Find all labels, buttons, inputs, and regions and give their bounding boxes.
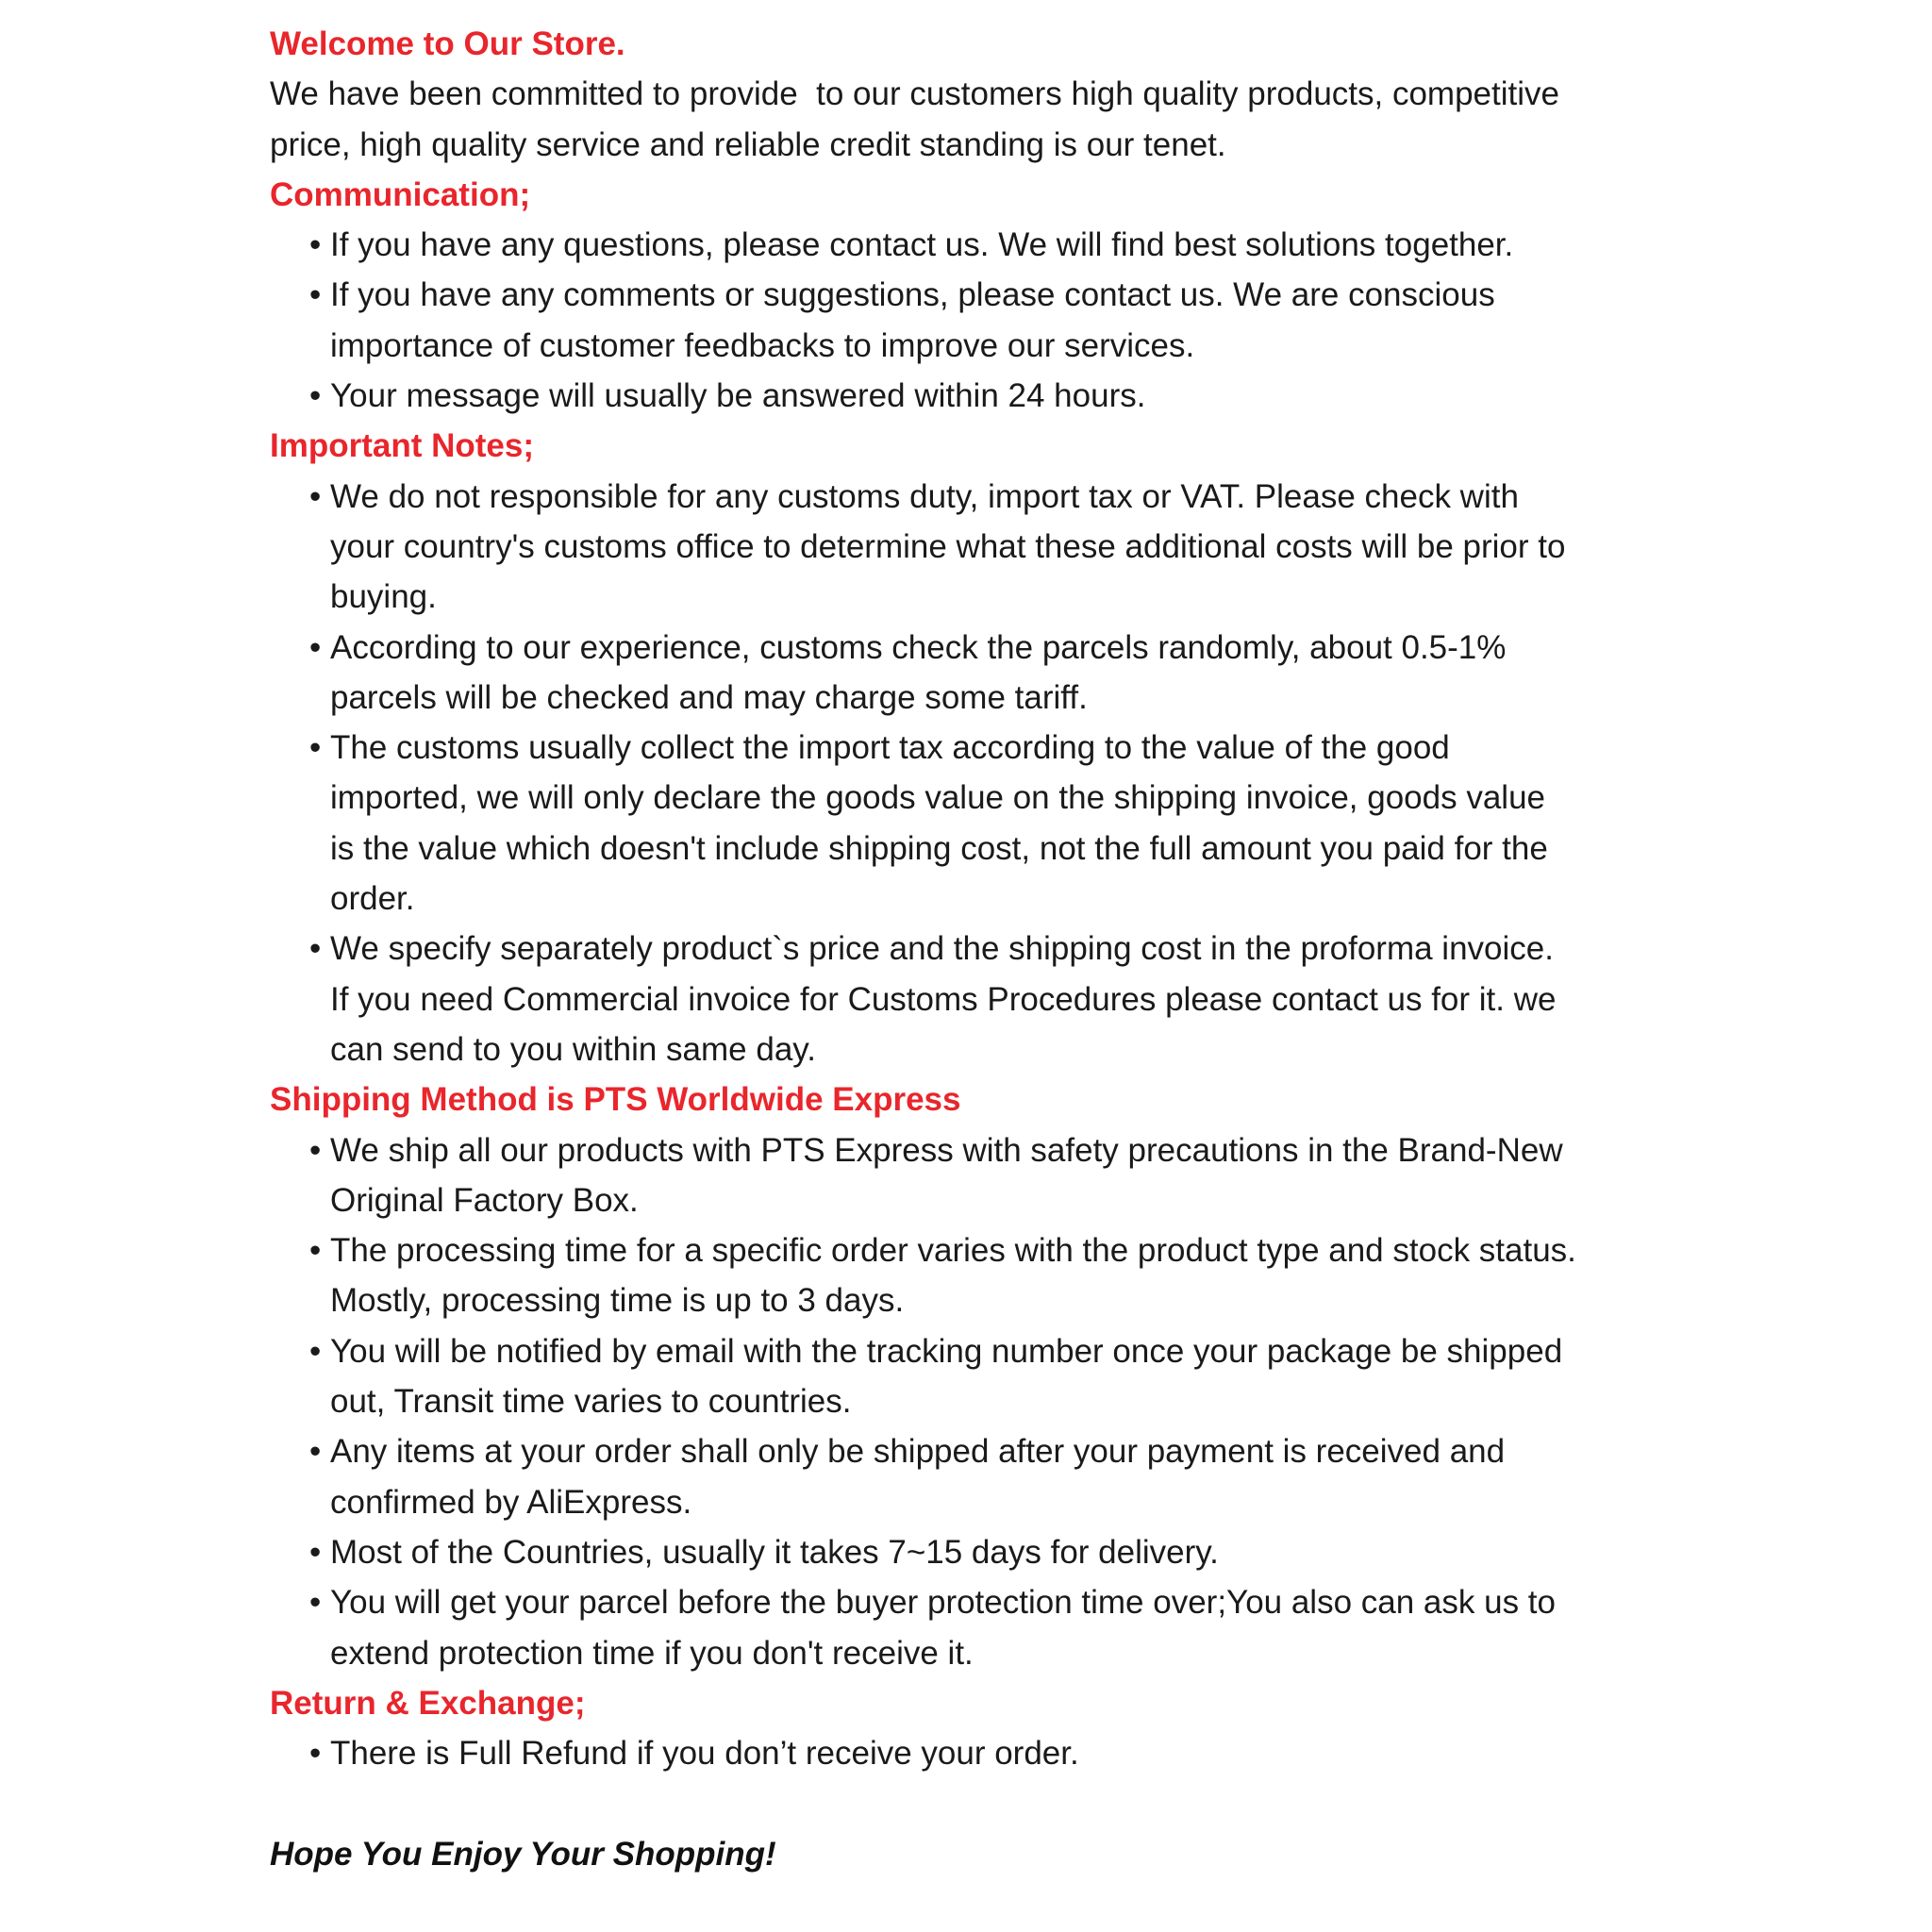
bullet-line	[270, 1728, 1741, 1778]
bullet-text: can send to you within same day.	[330, 1030, 816, 1068]
bullet-icon: •	[309, 377, 322, 415]
bullet-item	[270, 623, 1741, 724]
section-heading: Welcome to Our Store.	[270, 25, 625, 62]
bullet-line	[270, 673, 1741, 723]
bullet-text: imported, we will only declare the goods value on the shipping invoice, goods value	[330, 779, 1546, 817]
bullet-line	[270, 924, 1741, 974]
bullet-text: If you have any questions, please contact us. We will find best solutions together.	[330, 226, 1514, 264]
bullet-icon: •	[309, 226, 322, 264]
bullet-item	[270, 1326, 1741, 1427]
bullet-line	[270, 974, 1741, 1024]
bullet-text: You will be notified by email with the tracking number once your package be shipped	[330, 1332, 1563, 1370]
section	[270, 1074, 1741, 1678]
bullet-item	[270, 1728, 1741, 1778]
bullet-text: is the value which doesn't include shipping cost, not the full amount you paid for the	[330, 829, 1548, 867]
section	[270, 421, 1741, 1074]
bullet-line	[270, 773, 1741, 823]
bullet-line	[270, 1175, 1741, 1225]
bullet-text: You will get your parcel before the buyer protection time over;You also can ask us to	[330, 1584, 1556, 1622]
bullet-text: order.	[330, 880, 415, 918]
bullet-line	[270, 472, 1741, 522]
bullet-icon: •	[309, 628, 322, 666]
bullet-item	[270, 1527, 1741, 1577]
bullet-text: We do not responsible for any customs duty, import tax or VAT. Please check with	[330, 477, 1519, 515]
bullet-text: Original Factory Box.	[330, 1181, 639, 1219]
section-heading: Communication;	[270, 175, 531, 213]
bullet-icon: •	[309, 1131, 322, 1169]
bullet-icon: •	[309, 930, 322, 968]
bullet-item	[270, 270, 1741, 371]
bullet-icon: •	[309, 477, 322, 515]
bullet-text: your country's customs office to determine what these additional costs will be prior to	[330, 527, 1566, 565]
section-heading: Return & Exchange;	[270, 1684, 586, 1722]
bullet-text: Most of the Countries, usually it takes 7~15 days for delivery.	[330, 1533, 1219, 1571]
bullet-text: Your message will usually be answered within 24 hours.	[330, 377, 1146, 415]
bullet-line	[270, 1125, 1741, 1175]
bullet-text: According to our experience, customs check the parcels randomly, about 0.5-1%	[330, 628, 1507, 666]
bullet-line	[270, 1225, 1741, 1275]
bullet-text: out, Transit time varies to countries.	[330, 1383, 852, 1421]
bullet-icon: •	[309, 276, 322, 314]
bullet-text: importance of customer feedbacks to improve our services.	[330, 326, 1195, 364]
bullet-text: If you need Commercial invoice for Customs Procedures please contact us for it. we	[330, 980, 1557, 1018]
bullet-text: The processing time for a specific order varies with the product type and stock status.	[330, 1232, 1576, 1270]
bullet-line	[270, 321, 1741, 371]
bullet-line	[270, 874, 1741, 924]
bullet-text: Mostly, processing time is up to 3 days.	[330, 1282, 905, 1320]
bullet-line	[270, 1426, 1741, 1476]
bullet-item	[270, 1225, 1741, 1326]
bullet-line	[270, 824, 1741, 874]
bullet-line	[270, 723, 1741, 773]
bullet-text: There is Full Refund if you don’t receive your order.	[330, 1735, 1079, 1773]
section	[270, 170, 1741, 421]
section-heading: Important Notes;	[270, 427, 534, 465]
store-policy-document	[270, 19, 1741, 1879]
intro-line: price, high quality service and reliable credit standing is our tenet.	[270, 125, 1226, 163]
bullet-text: Any items at your order shall only be shipped after your payment is received and	[330, 1433, 1506, 1471]
bullet-icon: •	[309, 1433, 322, 1471]
spacer	[270, 1778, 1741, 1828]
bullet-text: The customs usually collect the import tax according to the value of the good	[330, 729, 1450, 767]
bullet-line	[270, 1527, 1741, 1577]
bullet-line	[270, 572, 1741, 622]
bullet-item	[270, 1426, 1741, 1527]
bullet-icon: •	[309, 1735, 322, 1773]
bullet-text: We specify separately product`s price and the shipping cost in the proforma invoice.	[330, 930, 1554, 968]
bullet-line	[270, 623, 1741, 673]
bullet-icon: •	[309, 1232, 322, 1270]
bullet-icon: •	[309, 1332, 322, 1370]
bullet-text: We ship all our products with PTS Express with safety precautions in the Brand-New	[330, 1131, 1563, 1169]
bullet-line	[270, 1376, 1741, 1426]
section	[270, 19, 1741, 170]
bullet-item	[270, 220, 1741, 270]
bullet-text: extend protection time if you don't receive it.	[330, 1634, 974, 1672]
bullet-item	[270, 371, 1741, 421]
intro-line: We have been committed to provide to our customers high quality products, competitive	[270, 75, 1559, 113]
bullet-line	[270, 220, 1741, 270]
bullet-item	[270, 1125, 1741, 1226]
bullet-text: confirmed by AliExpress.	[330, 1483, 692, 1521]
bullet-line	[270, 1275, 1741, 1325]
bullet-text: parcels will be checked and may charge some tariff.	[330, 678, 1088, 716]
bullet-icon: •	[309, 1533, 322, 1571]
bullet-line	[270, 270, 1741, 320]
bullet-line	[270, 1326, 1741, 1376]
bullet-line	[270, 371, 1741, 421]
bullet-text: If you have any comments or suggestions, please contact us. We are conscious	[330, 276, 1495, 314]
bullet-text: buying.	[330, 578, 437, 616]
bullet-icon: •	[309, 1584, 322, 1622]
bullet-line	[270, 1477, 1741, 1527]
bullet-item	[270, 472, 1741, 623]
bullet-line	[270, 1024, 1741, 1074]
bullet-item	[270, 1577, 1741, 1678]
bullet-item	[270, 924, 1741, 1074]
bullet-icon: •	[309, 729, 322, 767]
bullet-line	[270, 522, 1741, 572]
closing-message: Hope You Enjoy Your Shopping!	[270, 1835, 776, 1873]
section-heading: Shipping Method is PTS Worldwide Express	[270, 1081, 961, 1119]
bullet-item	[270, 723, 1741, 924]
bullet-line	[270, 1628, 1741, 1678]
bullet-line	[270, 1577, 1741, 1627]
section	[270, 1678, 1741, 1779]
